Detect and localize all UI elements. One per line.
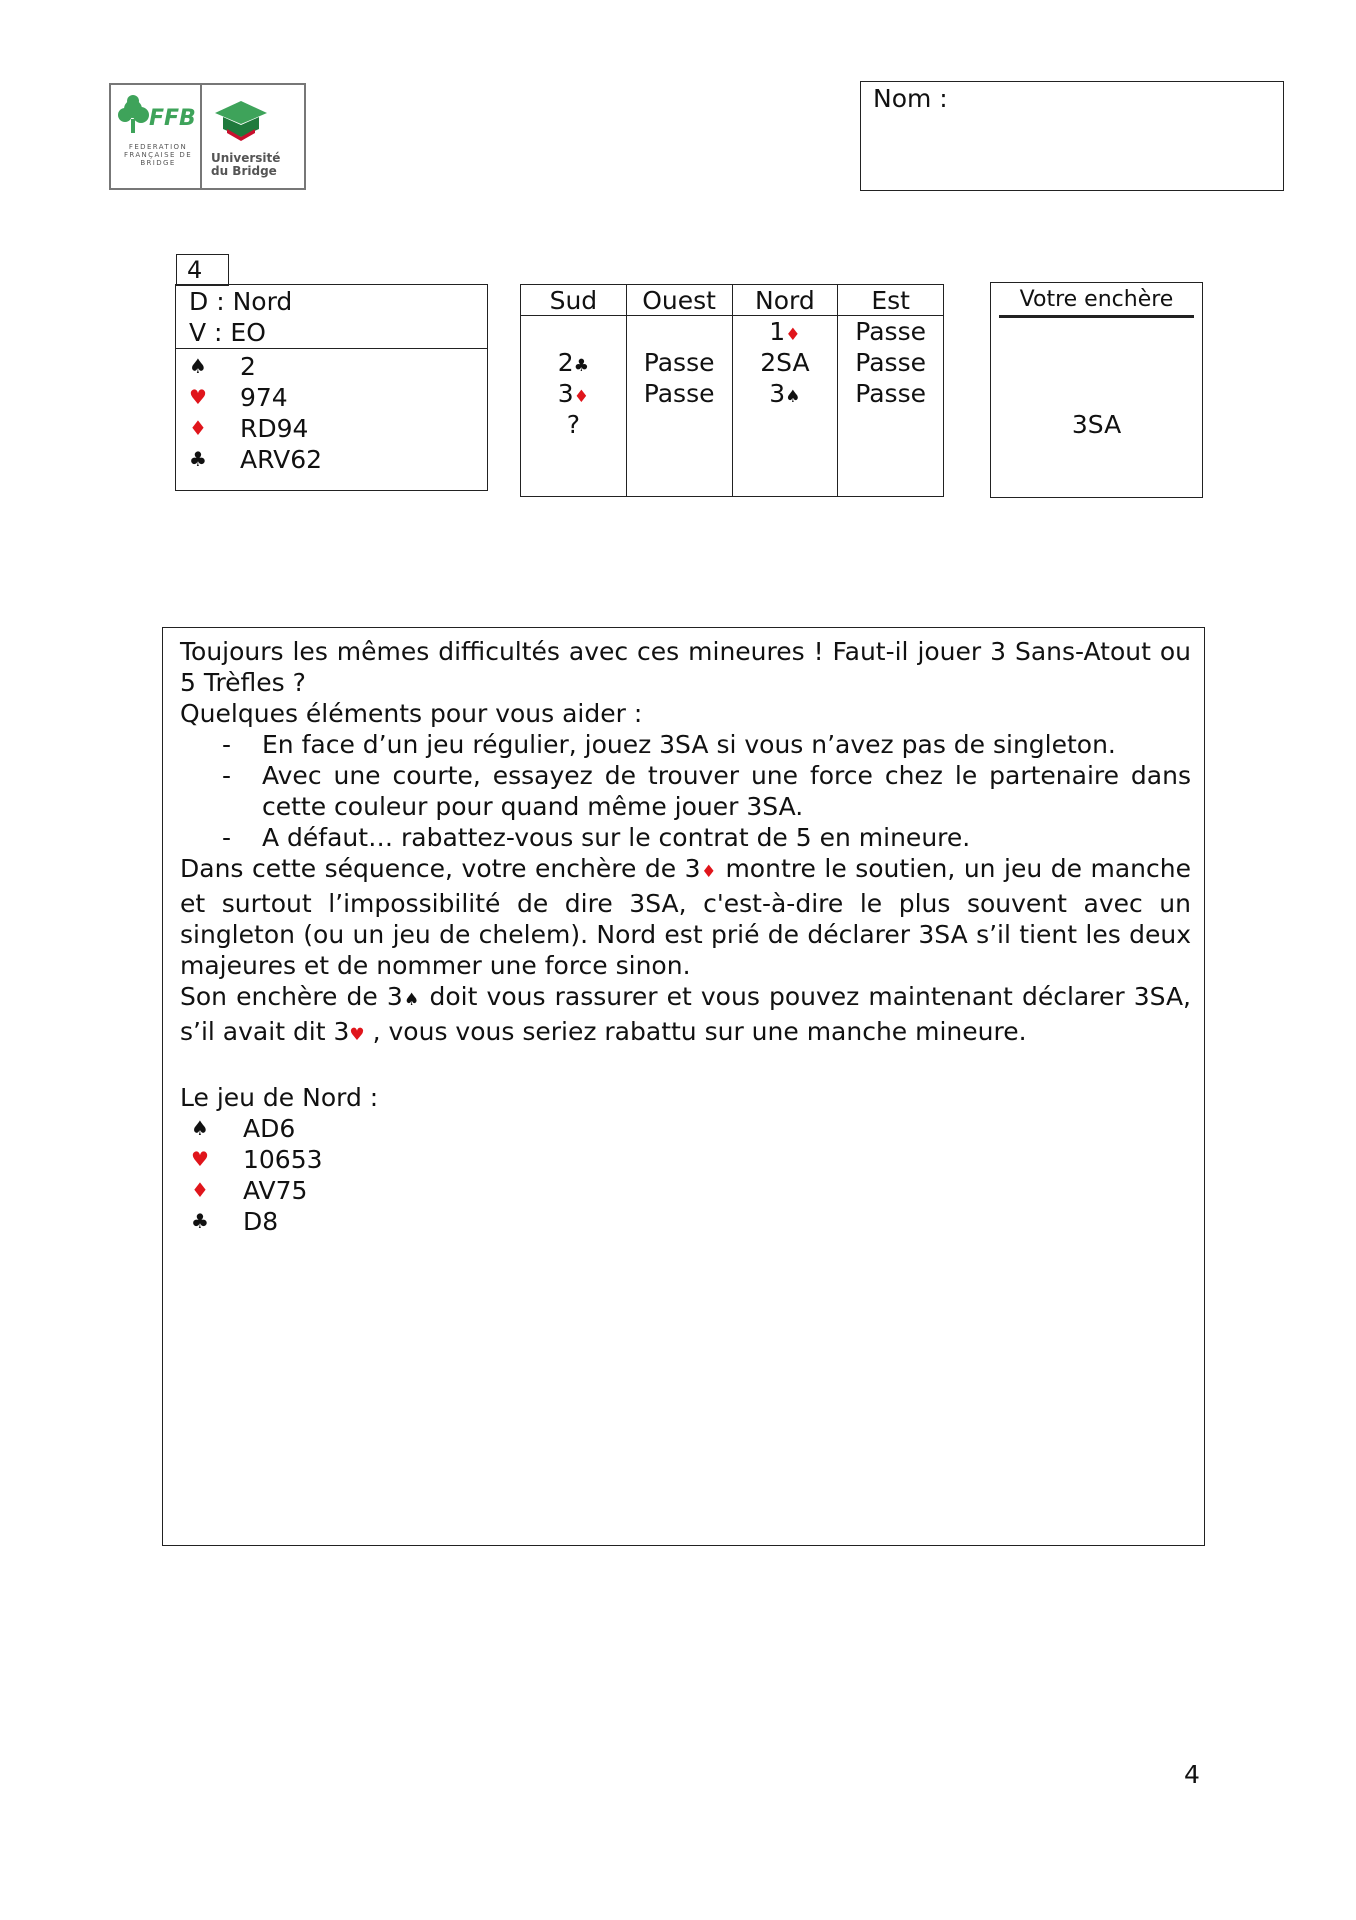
club-icon: ♣	[189, 447, 207, 471]
name-label: Nom :	[873, 84, 948, 113]
bid-level: 3	[769, 379, 786, 408]
north-cards-clubs: D8	[243, 1207, 279, 1236]
sequence-text-b: montre le soutien, un jeu de manche et surtout l’impossibilité de dire 3SA, c'est-à-dire le plus souvent avec un singleton (ou un jeu de chelem). Nord est prié de déclarer 3SA s’il tient les deux majeures et de nommer une force sinon.	[180, 854, 1191, 980]
bid-cell: Passe	[855, 379, 926, 408]
vulnerability-label: V : EO	[189, 318, 266, 347]
deal-number: 4	[176, 254, 229, 286]
sequence-text-a: Dans cette séquence, votre enchère de 3	[180, 854, 701, 883]
bid-header-est: Est	[838, 285, 943, 316]
ffb-logo	[109, 83, 306, 190]
bid-level: 2	[557, 348, 574, 377]
dealer-label: D : Nord	[189, 287, 293, 316]
spade-icon: ♠	[785, 387, 801, 407]
graduation-cap-icon	[207, 91, 277, 146]
list-item-text: Avec une courte, essayez de trouver une force chez le partenaire dans cette couleur pour quand même jouer 3SA.	[262, 761, 1191, 821]
bullet-dash: -	[222, 823, 232, 852]
north-cards-diamonds: AV75	[243, 1176, 308, 1205]
ffb-tree-icon	[111, 85, 199, 145]
north-row-hearts	[180, 1144, 1191, 1175]
answer-value: 3SA	[1071, 410, 1122, 439]
explanation-conclusion	[180, 981, 1191, 1051]
club-icon: ♣	[191, 1209, 209, 1233]
hand-row-spades	[176, 351, 487, 382]
explanation-sequence	[180, 853, 1191, 981]
club-icon: ♣	[573, 356, 589, 376]
bid-cell	[733, 316, 838, 347]
bid-header-ouest: Ouest	[627, 285, 732, 316]
conclusion-text-c: , vous vous seriez rabattu sur une manche mineure.	[364, 1017, 1027, 1046]
north-row-clubs	[180, 1206, 1191, 1237]
spade-icon: ♠	[189, 354, 207, 378]
list-item	[180, 822, 1191, 853]
bid-cell: Passe	[855, 317, 926, 346]
diamond-icon: ♦	[785, 325, 801, 345]
bid-column-ouest	[627, 285, 733, 496]
page-number: 4	[1184, 1760, 1200, 1789]
bid-level: 3	[557, 379, 574, 408]
bid-cell: ?	[566, 410, 581, 439]
bid-cell: Passe	[855, 348, 926, 377]
hand-cards-clubs: ARV62	[240, 445, 323, 474]
list-item	[180, 760, 1191, 822]
answer-box	[990, 282, 1203, 498]
hand-cards-spades: 2	[240, 352, 256, 381]
bid-cell: Passe	[643, 379, 715, 408]
bid-cell	[733, 409, 838, 440]
deal-info-box	[175, 284, 488, 491]
bidding-table	[520, 284, 944, 497]
explanation-lead: Quelques éléments pour vous aider :	[180, 699, 643, 728]
bid-column-est	[838, 285, 943, 496]
bid-cell	[838, 409, 943, 440]
north-row-diamonds	[180, 1175, 1191, 1206]
logo-divider	[200, 85, 202, 188]
hand-row-hearts	[176, 382, 487, 413]
spade-icon: ♠	[191, 1116, 209, 1140]
diamond-icon: ♦	[191, 1178, 209, 1202]
bid-header-sud: Sud	[521, 285, 626, 316]
federation-text: FEDERATION FRANÇAISE DE BRIDGE	[123, 143, 193, 167]
bid-cell: Passe	[643, 348, 715, 377]
spade-icon: ♠	[402, 990, 421, 1010]
name-field[interactable]	[860, 81, 1284, 191]
diamond-icon: ♦	[700, 862, 717, 882]
hand-cards-hearts: 974	[240, 383, 288, 412]
hand-row-diamonds	[176, 413, 487, 444]
north-cards-hearts: 10653	[243, 1145, 323, 1174]
ffb-lettering: FFB	[149, 106, 196, 131]
bid-cell: 2SA	[760, 348, 810, 377]
north-row-spades	[180, 1113, 1191, 1144]
answer-title: Votre enchère	[999, 285, 1194, 318]
heart-icon: ♥	[189, 385, 207, 409]
bid-level: 1	[769, 317, 786, 346]
bullet-dash: -	[222, 761, 232, 790]
bid-cell	[521, 316, 626, 347]
heart-icon: ♥	[349, 1025, 365, 1045]
explanation-box	[162, 627, 1205, 1546]
hand-row-clubs	[176, 444, 487, 475]
list-item-text: A défaut… rabattez-vous sur le contrat de 5 en mineure.	[262, 823, 971, 852]
heart-icon: ♥	[191, 1147, 209, 1171]
universite-text: Université du Bridge	[211, 151, 281, 178]
bid-column-sud	[521, 285, 627, 496]
diamond-icon: ♦	[573, 387, 589, 407]
bid-cell	[627, 409, 732, 440]
deal-header	[176, 285, 487, 349]
list-item	[180, 729, 1191, 760]
bid-cell	[627, 316, 732, 347]
north-cards-spades: AD6	[243, 1114, 296, 1143]
conclusion-text-b: doit vous rassurer et vous pouvez maintenant déclarer 3SA, s’il avait dit 3	[180, 982, 1191, 1046]
hand-cards-diamonds: RD94	[240, 414, 309, 443]
conclusion-text-a: Son enchère de 3	[180, 982, 403, 1011]
bid-cell	[733, 378, 838, 409]
bid-cell	[521, 347, 626, 378]
diamond-icon: ♦	[189, 416, 207, 440]
bullet-dash: -	[222, 730, 232, 759]
bid-header-nord: Nord	[733, 285, 838, 316]
north-hand-title: Le jeu de Nord :	[180, 1083, 379, 1112]
explanation-intro: Toujours les mêmes difficultés avec ces mineures ! Faut-il jouer 3 Sans-Atout ou 5 Trèfles ?	[180, 637, 1191, 697]
list-item-text: En face d’un jeu régulier, jouez 3SA si vous n’avez pas de singleton.	[262, 730, 1116, 759]
bid-cell	[521, 378, 626, 409]
bid-column-nord	[733, 285, 839, 496]
